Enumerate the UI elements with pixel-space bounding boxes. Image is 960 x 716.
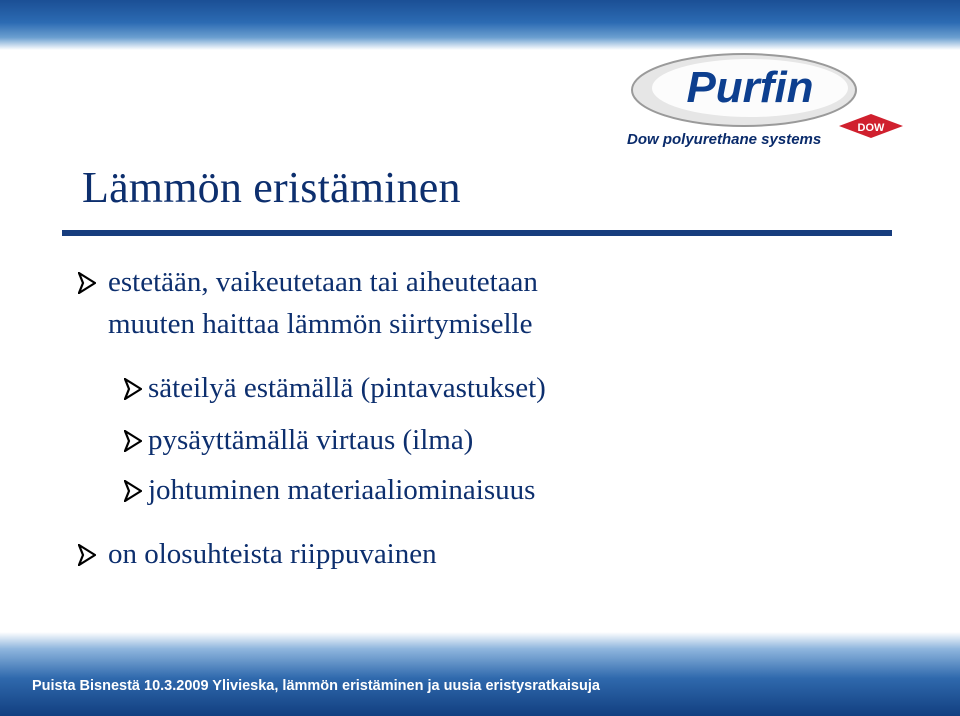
sub-bullet-3: johtuminen materiaaliominaisuus bbox=[148, 474, 536, 506]
arrow-bullet-icon bbox=[124, 430, 142, 452]
sub-bullet-1: säteilyä estämällä (pintavastukset) bbox=[148, 372, 546, 404]
arrow-bullet-icon bbox=[78, 272, 96, 294]
bullet-2: on olosuhteista riippuvainen bbox=[108, 538, 437, 570]
purfin-wordmark: Purfin bbox=[686, 63, 814, 112]
dow-diamond-logo bbox=[839, 114, 903, 138]
arrow-bullet-icon bbox=[124, 378, 142, 400]
brand-tagline: Dow polyurethane systems bbox=[627, 131, 822, 148]
arrow-bullet-icon bbox=[78, 544, 96, 566]
sub-bullet-2: pysäyttämällä virtaus (ilma) bbox=[148, 424, 474, 456]
slide-title: Lämmön eristäminen bbox=[82, 163, 461, 212]
bullet-1-line-1: estetään, vaikeutetaan tai aiheutetaan bbox=[108, 266, 538, 298]
dow-wordmark: DOW bbox=[857, 122, 885, 134]
footer-text: Puista Bisnestä 10.3.2009 Ylivieska, lämmön eristäminen ja uusia eristysratkaisuja bbox=[32, 678, 600, 694]
top-header-band bbox=[0, 0, 960, 50]
arrow-bullet-icon bbox=[124, 480, 142, 502]
bullet-1-line-2: muuten haittaa lämmön siirtymiselle bbox=[108, 308, 533, 340]
title-divider bbox=[62, 230, 892, 236]
footer-band bbox=[0, 632, 960, 716]
